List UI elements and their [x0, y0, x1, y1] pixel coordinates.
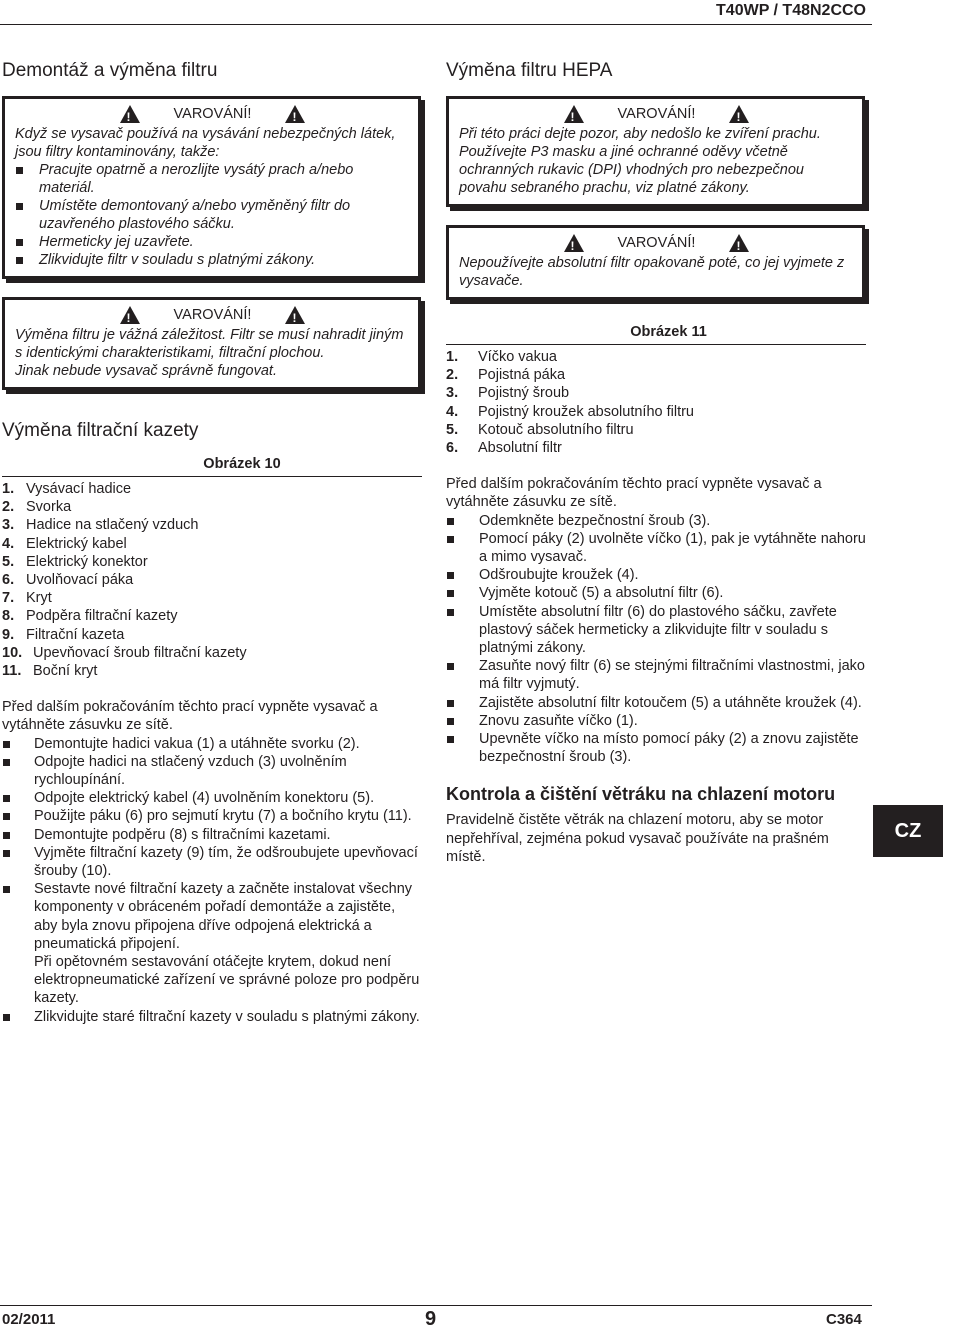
figure-caption: Obrázek 10	[203, 456, 281, 472]
warning-bullet: Hermeticky jej uzavřete.	[15, 233, 410, 251]
warning-text: Při této práci dejte pozor, aby nedošlo ke zvíření prachu. Používejte P3 masku a jiné ochranné oděvy včetně ochranných rukavic (DPI) vhodných pro nebezpečnou povahu sebraného prachu, viz platné zákony.	[459, 126, 821, 196]
list-item: 2. Pojistná páka	[446, 367, 566, 384]
procedure-step: Vyjměte filtrační kazety (9) tím, že odšroubujete upevňovací šrouby (10).	[2, 844, 422, 880]
procedure-step: Znovu zasuňte víčko (1).	[446, 712, 866, 730]
left-column	[2, 60, 422, 1026]
procedure-list	[2, 735, 422, 1026]
procedure-step: Upevněte víčko na místo pomocí páky (2) a znovu zajistěte bezpečnostní šroub (3).	[446, 730, 866, 766]
parts-list	[2, 480, 422, 680]
warning-header	[15, 306, 410, 324]
figure-rule	[446, 344, 866, 345]
procedure-note: Při opětovném sestavování otáčejte krytem, dokud není elektropneumatické zařízení ve správné poloze pro podpěru kazety.	[34, 954, 420, 1007]
warning-triangle-icon	[729, 105, 749, 123]
list-item: 2. Svorka	[2, 499, 72, 516]
procedure-step: Demontujte hadici vakua (1) a utáhněte svorku (2).	[2, 735, 422, 753]
warning-label: VAROVÁNÍ!	[173, 307, 252, 323]
procedure-step: Umístěte absolutní filtr (6) do plastového sáčku, zavřete plastový sáček hermeticky a zlikvidujte filtr v souladu s platnými zákony.	[446, 603, 866, 658]
list-item: 4. Pojistný kroužek absolutního filtru	[446, 403, 694, 420]
list-item: 1. Vysávací hadice	[2, 481, 132, 497]
language-tab: CZ	[873, 805, 943, 857]
procedure-list	[446, 512, 866, 767]
parts-list	[446, 348, 866, 457]
procedure-step: Zajistěte absolutní filtr kotoučem (5) a utáhněte kroužek (4).	[446, 694, 866, 712]
warning-box-dust	[446, 96, 865, 207]
list-item: 5. Elektrický konektor	[2, 553, 148, 570]
procedure-step: Použijte páku (6) pro sejmutí krytu (7) a bočního krytu (11).	[2, 807, 422, 825]
procedure-step: Vyjměte kotouč (5) a absolutní filtr (6).	[446, 584, 866, 602]
list-item: 4. Elektrický kabel	[2, 535, 127, 552]
procedure-step: Pomocí páky (2) uvolněte víčko (1), pak je vytáhněte nahoru a mimo vysavač.	[446, 530, 866, 566]
header-rule	[0, 24, 872, 25]
section-title-filter-removal: Demontáž a výměna filtru	[2, 60, 218, 81]
warning-triangle-icon	[285, 306, 305, 324]
section-title-cartridge: Výměna filtrační kazety	[2, 420, 199, 441]
procedure-step: Odpojte hadici na stlačený vzduch (3) uvolněním rychloupínání.	[2, 753, 422, 789]
page-number: 9	[425, 1308, 437, 1330]
warning-label: VAROVÁNÍ!	[173, 106, 252, 122]
intro-text: Před dalším pokračováním těchto prací vypněte vysavač a vytáhněte zásuvku ze sítě.	[2, 699, 378, 734]
warning-header	[15, 105, 410, 123]
section-title-motor-fan: Kontrola a čištění větráku na chlazení motoru	[446, 784, 836, 805]
section-title-hepa: Výměna filtru HEPA	[446, 60, 613, 81]
list-item: 6. Uvolňovací páka	[2, 572, 134, 589]
procedure-step: Odpojte elektrický kabel (4) uvolněním konektoru (5).	[2, 789, 422, 807]
figure-caption: Obrázek 11	[630, 324, 707, 340]
warning-bullet: Pracujte opatrně a nerozlijte vysátý prach a/nebo materiál.	[15, 161, 410, 197]
footer-code: C364	[826, 1311, 862, 1328]
list-item: 3. Hadice na stlačený vzduch	[2, 517, 199, 534]
figure-rule	[2, 476, 422, 477]
warning-text: Jinak nebude vysavač správně fungovat.	[15, 363, 277, 379]
warning-triangle-icon	[564, 105, 584, 123]
footer-date: 02/2011	[2, 1311, 56, 1328]
list-item: 11. Boční kryt	[2, 663, 98, 680]
warning-text: Když se vysavač používá na vysávání nebezpečných látek, jsou filtry kontaminovány, takže:	[15, 126, 396, 160]
warning-header	[459, 105, 854, 123]
model-name: T40WP / T48N2CCO	[716, 2, 866, 19]
procedure-step: Zlikvidujte staré filtrační kazety v souladu s platnými zákony.	[2, 1008, 422, 1026]
warning-label: VAROVÁNÍ!	[617, 106, 696, 122]
list-item: 1. Víčko vakua	[446, 349, 557, 365]
footer-rule	[0, 1305, 872, 1306]
warning-triangle-icon	[285, 105, 305, 123]
warning-box-contamination	[2, 96, 421, 279]
right-column	[446, 60, 866, 866]
warning-triangle-icon	[120, 105, 140, 123]
warning-box-reuse	[446, 225, 865, 300]
warning-triangle-icon	[120, 306, 140, 324]
procedure-step: Odemkněte bezpečnostní šroub (3).	[446, 512, 866, 530]
warning-label: VAROVÁNÍ!	[617, 235, 696, 251]
list-item: 6. Absolutní filtr	[446, 440, 562, 457]
list-item: 7. Kryt	[2, 590, 52, 607]
motor-fan-text: Pravidelně čistěte větrák na chlazení motoru, aby se motor nepřehříval, zejména pokud vysavač používáte na prašném místě.	[446, 812, 829, 865]
list-item: 5. Kotouč absolutního filtru	[446, 421, 634, 438]
procedure-step: Demontujte podpěru (8) s filtračními kazetami.	[2, 826, 422, 844]
intro-text: Před dalším pokračováním těchto prací vypněte vysavač a vytáhněte zásuvku ze sítě.	[446, 476, 822, 511]
warning-text: Výměna filtru je vážná záležitost. Filtr se musí nahradit jiným s identickými charakteristikami, filtrační plochou.	[15, 327, 404, 361]
warning-header	[459, 234, 854, 252]
procedure-step: Zasuňte nový filtr (6) se stejnými filtračními vlastnostmi, jako má filtr vyjmutý.	[446, 657, 866, 693]
warning-bullet: Umístěte demontovaný a/nebo vyměněný filtr do uzavřeného plastového sáčku.	[15, 197, 410, 233]
warning-bullet: Zlikvidujte filtr v souladu s platnými zákony.	[15, 251, 410, 269]
warning-triangle-icon	[729, 234, 749, 252]
warning-box-filter-replacement	[2, 297, 421, 390]
warning-triangle-icon	[564, 234, 584, 252]
procedure-step: Sestavte nové filtrační kazety a začněte instalovat všechny komponenty v obráceném pořadí demontáže a zajistěte, aby byla znovu připojena dříve odpojená elektrická a pneumatická připojení.	[2, 880, 422, 953]
list-item: 3. Pojistný šroub	[446, 385, 570, 402]
procedure-step: Odšroubujte kroužek (4).	[446, 566, 866, 584]
list-item: 8. Podpěra filtrační kazety	[2, 608, 178, 625]
list-item: 10. Upevňovací šroub filtrační kazety	[2, 644, 247, 661]
warning-text: Nepoužívejte absolutní filtr opakovaně poté, co jej vyjmete z vysavače.	[459, 255, 845, 289]
list-item: 9. Filtrační kazeta	[2, 626, 125, 643]
